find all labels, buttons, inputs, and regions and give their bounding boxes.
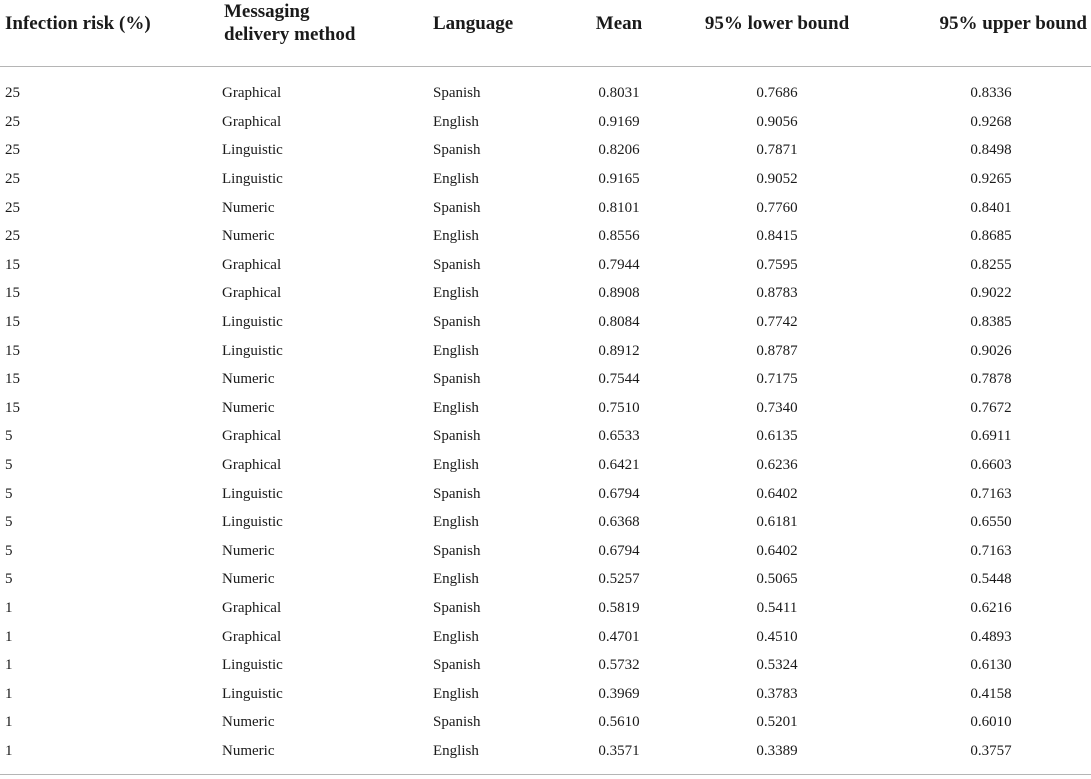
cell-infection-risk: 25	[5, 171, 20, 188]
table-row	[0, 737, 1091, 766]
cell-lower-bound: 0.7760	[756, 199, 798, 216]
cell-lower-bound: 0.6135	[756, 428, 798, 445]
cell-upper-bound: 0.7878	[970, 371, 1012, 388]
cell-lower-bound: 0.7686	[756, 85, 798, 102]
cell-upper-bound: 0.6550	[970, 514, 1012, 531]
cell-upper-bound: 0.8685	[970, 228, 1012, 245]
cell-mean: 0.6421	[598, 457, 640, 474]
table-header	[0, 0, 1091, 67]
cell-upper-bound: 0.8336	[970, 85, 1012, 102]
cell-delivery-method: Linguistic	[222, 657, 283, 674]
cell-lower-bound: 0.7175	[756, 371, 798, 388]
cell-language: Spanish	[433, 199, 481, 216]
cell-lower-bound: 0.9056	[756, 113, 798, 130]
cell-upper-bound: 0.4158	[970, 685, 1012, 702]
cell-delivery-method: Graphical	[222, 113, 282, 130]
cell-language: Spanish	[433, 657, 481, 674]
cell-delivery-method: Linguistic	[222, 514, 283, 531]
table-row	[0, 565, 1091, 594]
table-row	[0, 165, 1091, 194]
header-infection-risk: Infection risk (%)	[0, 0, 222, 67]
cell-language: English	[433, 457, 479, 474]
cell-infection-risk: 1	[5, 657, 13, 674]
cell-upper-bound: 0.9022	[970, 285, 1012, 302]
header-language: Language	[433, 0, 575, 67]
cell-delivery-method: Numeric	[222, 399, 275, 416]
cell-infection-risk: 25	[5, 199, 20, 216]
cell-delivery-method: Graphical	[222, 256, 282, 273]
bottom-rule	[0, 774, 1091, 775]
cell-infection-risk: 5	[5, 457, 13, 474]
cell-upper-bound: 0.3757	[970, 742, 1012, 759]
cell-infection-risk: 15	[5, 314, 20, 331]
cell-mean: 0.8206	[598, 142, 640, 159]
cell-language: Spanish	[433, 371, 481, 388]
header-row	[0, 0, 1091, 67]
table-row	[0, 594, 1091, 623]
table-row	[0, 537, 1091, 566]
table-row	[0, 67, 1091, 108]
table-row	[0, 251, 1091, 280]
cell-delivery-method: Linguistic	[222, 142, 283, 159]
cell-language: English	[433, 514, 479, 531]
cell-lower-bound: 0.3783	[756, 685, 798, 702]
cell-delivery-method: Graphical	[222, 428, 282, 445]
cell-infection-risk: 1	[5, 599, 13, 616]
cell-mean: 0.8031	[598, 85, 640, 102]
cell-infection-risk: 5	[5, 514, 13, 531]
cell-mean: 0.7944	[598, 256, 640, 273]
cell-delivery-method: Graphical	[222, 599, 282, 616]
cell-mean: 0.8556	[598, 228, 640, 245]
cell-infection-risk: 15	[5, 342, 20, 359]
cell-language: Spanish	[433, 714, 481, 731]
cell-lower-bound: 0.5201	[756, 714, 798, 731]
cell-upper-bound: 0.7672	[970, 399, 1012, 416]
table-row	[0, 279, 1091, 308]
cell-language: Spanish	[433, 542, 481, 559]
table-row	[0, 365, 1091, 394]
cell-lower-bound: 0.6402	[756, 542, 798, 559]
cell-language: English	[433, 685, 479, 702]
cell-language: English	[433, 342, 479, 359]
table-row	[0, 136, 1091, 165]
cell-delivery-method: Numeric	[222, 371, 275, 388]
cell-upper-bound: 0.9268	[970, 113, 1012, 130]
cell-language: Spanish	[433, 142, 481, 159]
table-row	[0, 394, 1091, 423]
cell-lower-bound: 0.6181	[756, 514, 798, 531]
cell-lower-bound: 0.8787	[756, 342, 798, 359]
cell-upper-bound: 0.8385	[970, 314, 1012, 331]
cell-language: English	[433, 285, 479, 302]
table-row	[0, 222, 1091, 251]
cell-language: Spanish	[433, 599, 481, 616]
table-row	[0, 708, 1091, 737]
table-row	[0, 679, 1091, 708]
table-row	[0, 651, 1091, 680]
cell-language: Spanish	[433, 428, 481, 445]
cell-lower-bound: 0.5411	[756, 599, 798, 616]
cell-infection-risk: 5	[5, 485, 13, 502]
cell-language: English	[433, 742, 479, 759]
cell-upper-bound: 0.6603	[970, 457, 1012, 474]
cell-mean: 0.8084	[598, 314, 640, 331]
cell-delivery-method: Graphical	[222, 628, 282, 645]
cell-infection-risk: 25	[5, 113, 20, 130]
table-body	[0, 67, 1091, 766]
cell-lower-bound: 0.7595	[756, 256, 798, 273]
table-row	[0, 336, 1091, 365]
cell-lower-bound: 0.8415	[756, 228, 798, 245]
cell-mean: 0.6794	[598, 542, 640, 559]
cell-upper-bound: 0.8498	[970, 142, 1012, 159]
cell-mean: 0.5610	[598, 714, 640, 731]
cell-delivery-method: Numeric	[222, 742, 275, 759]
cell-delivery-method: Graphical	[222, 457, 282, 474]
cell-lower-bound: 0.6402	[756, 485, 798, 502]
cell-delivery-method: Linguistic	[222, 485, 283, 502]
cell-lower-bound: 0.6236	[756, 457, 798, 474]
cell-infection-risk: 15	[5, 285, 20, 302]
header-95-lower-bound: 95% lower bound	[663, 0, 891, 67]
cell-lower-bound: 0.5065	[756, 571, 798, 588]
cell-delivery-method: Graphical	[222, 85, 282, 102]
cell-infection-risk: 1	[5, 628, 13, 645]
table-row	[0, 622, 1091, 651]
cell-mean: 0.7510	[598, 399, 640, 416]
cell-mean: 0.3571	[598, 742, 640, 759]
cell-lower-bound: 0.7742	[756, 314, 798, 331]
cell-upper-bound: 0.5448	[970, 571, 1012, 588]
cell-mean: 0.9165	[598, 171, 640, 188]
cell-delivery-method: Numeric	[222, 228, 275, 245]
cell-mean: 0.6533	[598, 428, 640, 445]
header-95-upper-bound: 95% upper bound	[891, 0, 1091, 67]
cell-upper-bound: 0.6911	[970, 428, 1012, 445]
cell-upper-bound: 0.4893	[970, 628, 1012, 645]
header-mean: Mean	[575, 0, 663, 67]
table-row	[0, 422, 1091, 451]
cell-lower-bound: 0.7871	[756, 142, 798, 159]
cell-mean: 0.8908	[598, 285, 640, 302]
cell-infection-risk: 25	[5, 228, 20, 245]
cell-lower-bound: 0.4510	[756, 628, 798, 645]
cell-mean: 0.8101	[598, 199, 640, 216]
cell-mean: 0.8912	[598, 342, 640, 359]
cell-infection-risk: 15	[5, 256, 20, 273]
cell-lower-bound: 0.7340	[756, 399, 798, 416]
cell-mean: 0.9169	[598, 113, 640, 130]
cell-infection-risk: 15	[5, 371, 20, 388]
cell-mean: 0.3969	[598, 685, 640, 702]
cell-delivery-method: Numeric	[222, 571, 275, 588]
cell-infection-risk: 1	[5, 714, 13, 731]
cell-delivery-method: Linguistic	[222, 685, 283, 702]
table-row	[0, 508, 1091, 537]
cell-language: Spanish	[433, 314, 481, 331]
cell-language: English	[433, 628, 479, 645]
cell-upper-bound: 0.6010	[970, 714, 1012, 731]
cell-delivery-method: Linguistic	[222, 342, 283, 359]
cell-infection-risk: 25	[5, 142, 20, 159]
cell-upper-bound: 0.6130	[970, 657, 1012, 674]
cell-language: English	[433, 171, 479, 188]
cell-language: Spanish	[433, 85, 481, 102]
cell-mean: 0.6794	[598, 485, 640, 502]
cell-mean: 0.5819	[598, 599, 640, 616]
cell-upper-bound: 0.9265	[970, 171, 1012, 188]
table-row	[0, 308, 1091, 337]
cell-infection-risk: 1	[5, 742, 13, 759]
table-row	[0, 479, 1091, 508]
cell-mean: 0.5732	[598, 657, 640, 674]
cell-infection-risk: 5	[5, 542, 13, 559]
cell-lower-bound: 0.8783	[756, 285, 798, 302]
cell-upper-bound: 0.7163	[970, 542, 1012, 559]
cell-lower-bound: 0.3389	[756, 742, 798, 759]
cell-delivery-method: Graphical	[222, 285, 282, 302]
cell-delivery-method: Linguistic	[222, 171, 283, 188]
cell-language: English	[433, 399, 479, 416]
cell-language: English	[433, 571, 479, 588]
cell-delivery-method: Numeric	[222, 714, 275, 731]
header-messaging-delivery-method: Messaging delivery method	[222, 0, 433, 67]
table-row	[0, 108, 1091, 137]
cell-delivery-method: Numeric	[222, 199, 275, 216]
cell-language: Spanish	[433, 256, 481, 273]
cell-infection-risk: 1	[5, 685, 13, 702]
cell-language: English	[433, 113, 479, 130]
cell-infection-risk: 5	[5, 428, 13, 445]
cell-language: Spanish	[433, 485, 481, 502]
cell-upper-bound: 0.8255	[970, 256, 1012, 273]
cell-lower-bound: 0.9052	[756, 171, 798, 188]
cell-infection-risk: 25	[5, 85, 20, 102]
cell-upper-bound: 0.6216	[970, 599, 1012, 616]
table-row	[0, 193, 1091, 222]
cell-delivery-method: Numeric	[222, 542, 275, 559]
cell-mean: 0.7544	[598, 371, 640, 388]
cell-upper-bound: 0.8401	[970, 199, 1012, 216]
cell-delivery-method: Linguistic	[222, 314, 283, 331]
cell-mean: 0.4701	[598, 628, 640, 645]
cell-mean: 0.6368	[598, 514, 640, 531]
cell-infection-risk: 5	[5, 571, 13, 588]
table-row	[0, 451, 1091, 480]
cell-infection-risk: 15	[5, 399, 20, 416]
cell-upper-bound: 0.9026	[970, 342, 1012, 359]
cell-language: English	[433, 228, 479, 245]
cell-mean: 0.5257	[598, 571, 640, 588]
cell-upper-bound: 0.7163	[970, 485, 1012, 502]
cell-lower-bound: 0.5324	[756, 657, 798, 674]
